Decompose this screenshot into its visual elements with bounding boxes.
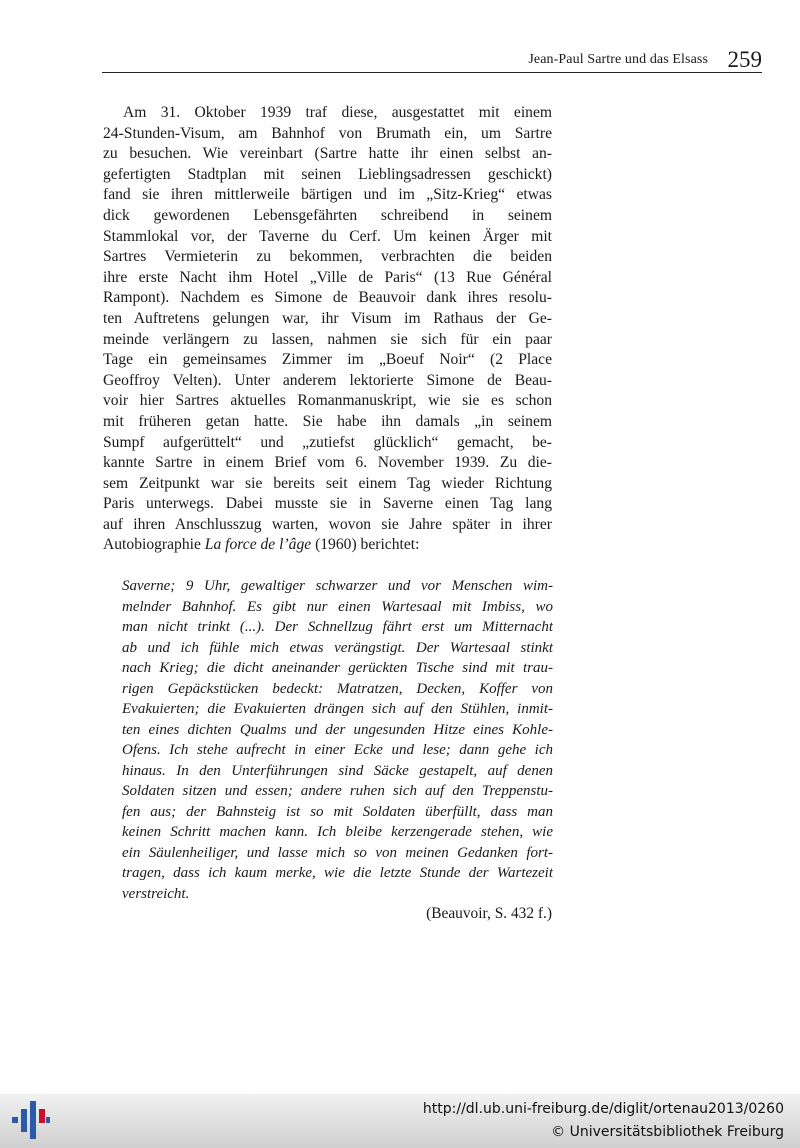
page-header — [102, 44, 762, 73]
body-line: zu besuchen. Wie vereinbart (Sartre hatte ihr einen selbst an- — [103, 145, 552, 163]
quote-line: ab und ich fühle mich etwas verängstigt. Der Wartesaal stinkt — [122, 639, 553, 656]
body-line: fand sie ihren mittlerweile bärtigen und im „Sitz-Krieg“ etwas — [103, 186, 552, 204]
body-line: Rampont). Nachdem es Simone de Beauvoir dank ihres resolu- — [103, 289, 552, 307]
body-line: Geoffroy Velten). Unter anderem lektorierte Simone de Beau- — [103, 371, 552, 389]
body-line: ihre erste Nacht ihm Hotel „Ville de Paris“ (13 Rue Général — [103, 268, 552, 286]
body-line: Tage ein gemeinsames Zimmer im „Boeuf Noir“ (2 Place — [103, 351, 552, 369]
quote-citation: (Beauvoir, S. 432 f.) — [426, 905, 552, 922]
body-line: 24-Stunden-Visum, am Bahnhof von Brumath ein, um Sartre — [103, 124, 552, 142]
quote-line: hinaus. In den Unterführungen sind Säcke gestapelt, auf denen — [122, 762, 553, 779]
body-line: Sumpf aufgerüttelt“ und „zutiefst glücklich“ gemacht, be- — [103, 433, 552, 451]
quote-line: Evakuierten; die Evakuierten drängen sich auf den Stühlen, inmit- — [122, 701, 553, 717]
ub-freiburg-logo-icon — [10, 1100, 52, 1140]
body-line: gefertigten Stadtplan mit seinen Lieblingsadressen geschickt) — [103, 165, 552, 183]
quote-line: ten eines dichten Qualms und der ungesunden Hitze eines Kohle- — [122, 721, 553, 738]
body-line: dick gewordenen Lebensgefährten schreibend in seinem — [103, 206, 552, 224]
quote-line: Ofens. Ich stehe aufrecht in einer Ecke und lese; dann gehe ich — [122, 742, 553, 758]
quote-line: ein Säulenheiliger, und lasse mich so von meinen Gedanken fort- — [122, 844, 553, 861]
footer-copyright: © Universitätsbibliothek Freiburg — [551, 1124, 784, 1140]
body-line: auf ihren Anschlusszug warten, wovon sie Jahre später in ihrer — [103, 515, 552, 533]
quote-line: man nicht trinkt (...). Der Schnellzug fährt erst um Mitternacht — [122, 619, 553, 635]
book-title: La force de l’âge — [204, 536, 312, 554]
body-line-last — [103, 535, 552, 556]
quote-line: verstreicht. — [122, 885, 190, 902]
quote-line: Saverne; 9 Uhr, gewaltiger schwarzer und vor Menschen wim- — [122, 578, 553, 594]
quote-line: melnder Bahnhof. Es gibt nur einen Wartesaal mit Imbiss, wo — [122, 598, 553, 615]
body-line-prefix: Autobiographie — [103, 536, 205, 554]
body-line: Paris unterwegs. Dabei musste sie in Saverne einen Tag lang — [103, 495, 552, 513]
body-line: meinde verlängern zu lassen, nahmen sie sich für ein paar — [103, 330, 552, 348]
block-quote — [122, 576, 553, 904]
quote-line: keinen Schritt machen kann. Ich bleibe kerzengerade stehen, wie — [122, 824, 553, 840]
body-line: voir hier Sartres aktuelles Romanmanuskript, wie sie es schon — [103, 392, 552, 410]
footer-url-link[interactable]: http://dl.ub.uni-freiburg.de/diglit/ortenau2013/0260 — [422, 1101, 784, 1117]
quote-line: fen aus; der Bahnsteig ist so mit Soldaten überfüllt, dass man — [122, 803, 553, 820]
body-paragraph — [103, 103, 552, 556]
footer-bar — [0, 1094, 800, 1148]
quote-line: Soldaten sitzen und essen; andere ruhen sich auf den Treppenstu- — [122, 783, 553, 799]
running-head: Jean-Paul Sartre und das Elsass — [528, 52, 708, 67]
body-line: sem Zeitpunkt war sie bereits seit einem Tag wieder Richtung — [103, 474, 552, 492]
quote-line: rigen Gepäckstücken bedeckt: Matratzen, Decken, Koffer von — [122, 680, 553, 697]
body-line: mit früheren getan hatte. Sie habe ihn damals „in seinem — [103, 412, 552, 430]
body-line-suffix: (1960) berichtet: — [311, 536, 420, 554]
body-line: Sartres Vermieterin zu bekommen, verbrachten die beiden — [103, 248, 552, 266]
page-number: 259 — [727, 47, 762, 72]
quote-line: tragen, dass ich kaum merke, wie die letzte Stunde der Wartezeit — [122, 865, 553, 881]
body-line: kannte Sartre in einem Brief vom 6. November 1939. Zu die- — [103, 454, 552, 472]
quote-line: nach Krieg; die dicht aneinander gerückten Tische sind mit trau- — [122, 660, 553, 676]
body-line: ten Auftretens gelungen war, ihr Visum im Rathaus der Ge- — [103, 309, 552, 327]
body-line: Stammlokal vor, der Taverne du Cerf. Um keinen Ärger mit — [103, 227, 552, 245]
body-line: Am 31. Oktober 1939 traf diese, ausgestattet mit einem — [123, 104, 552, 121]
